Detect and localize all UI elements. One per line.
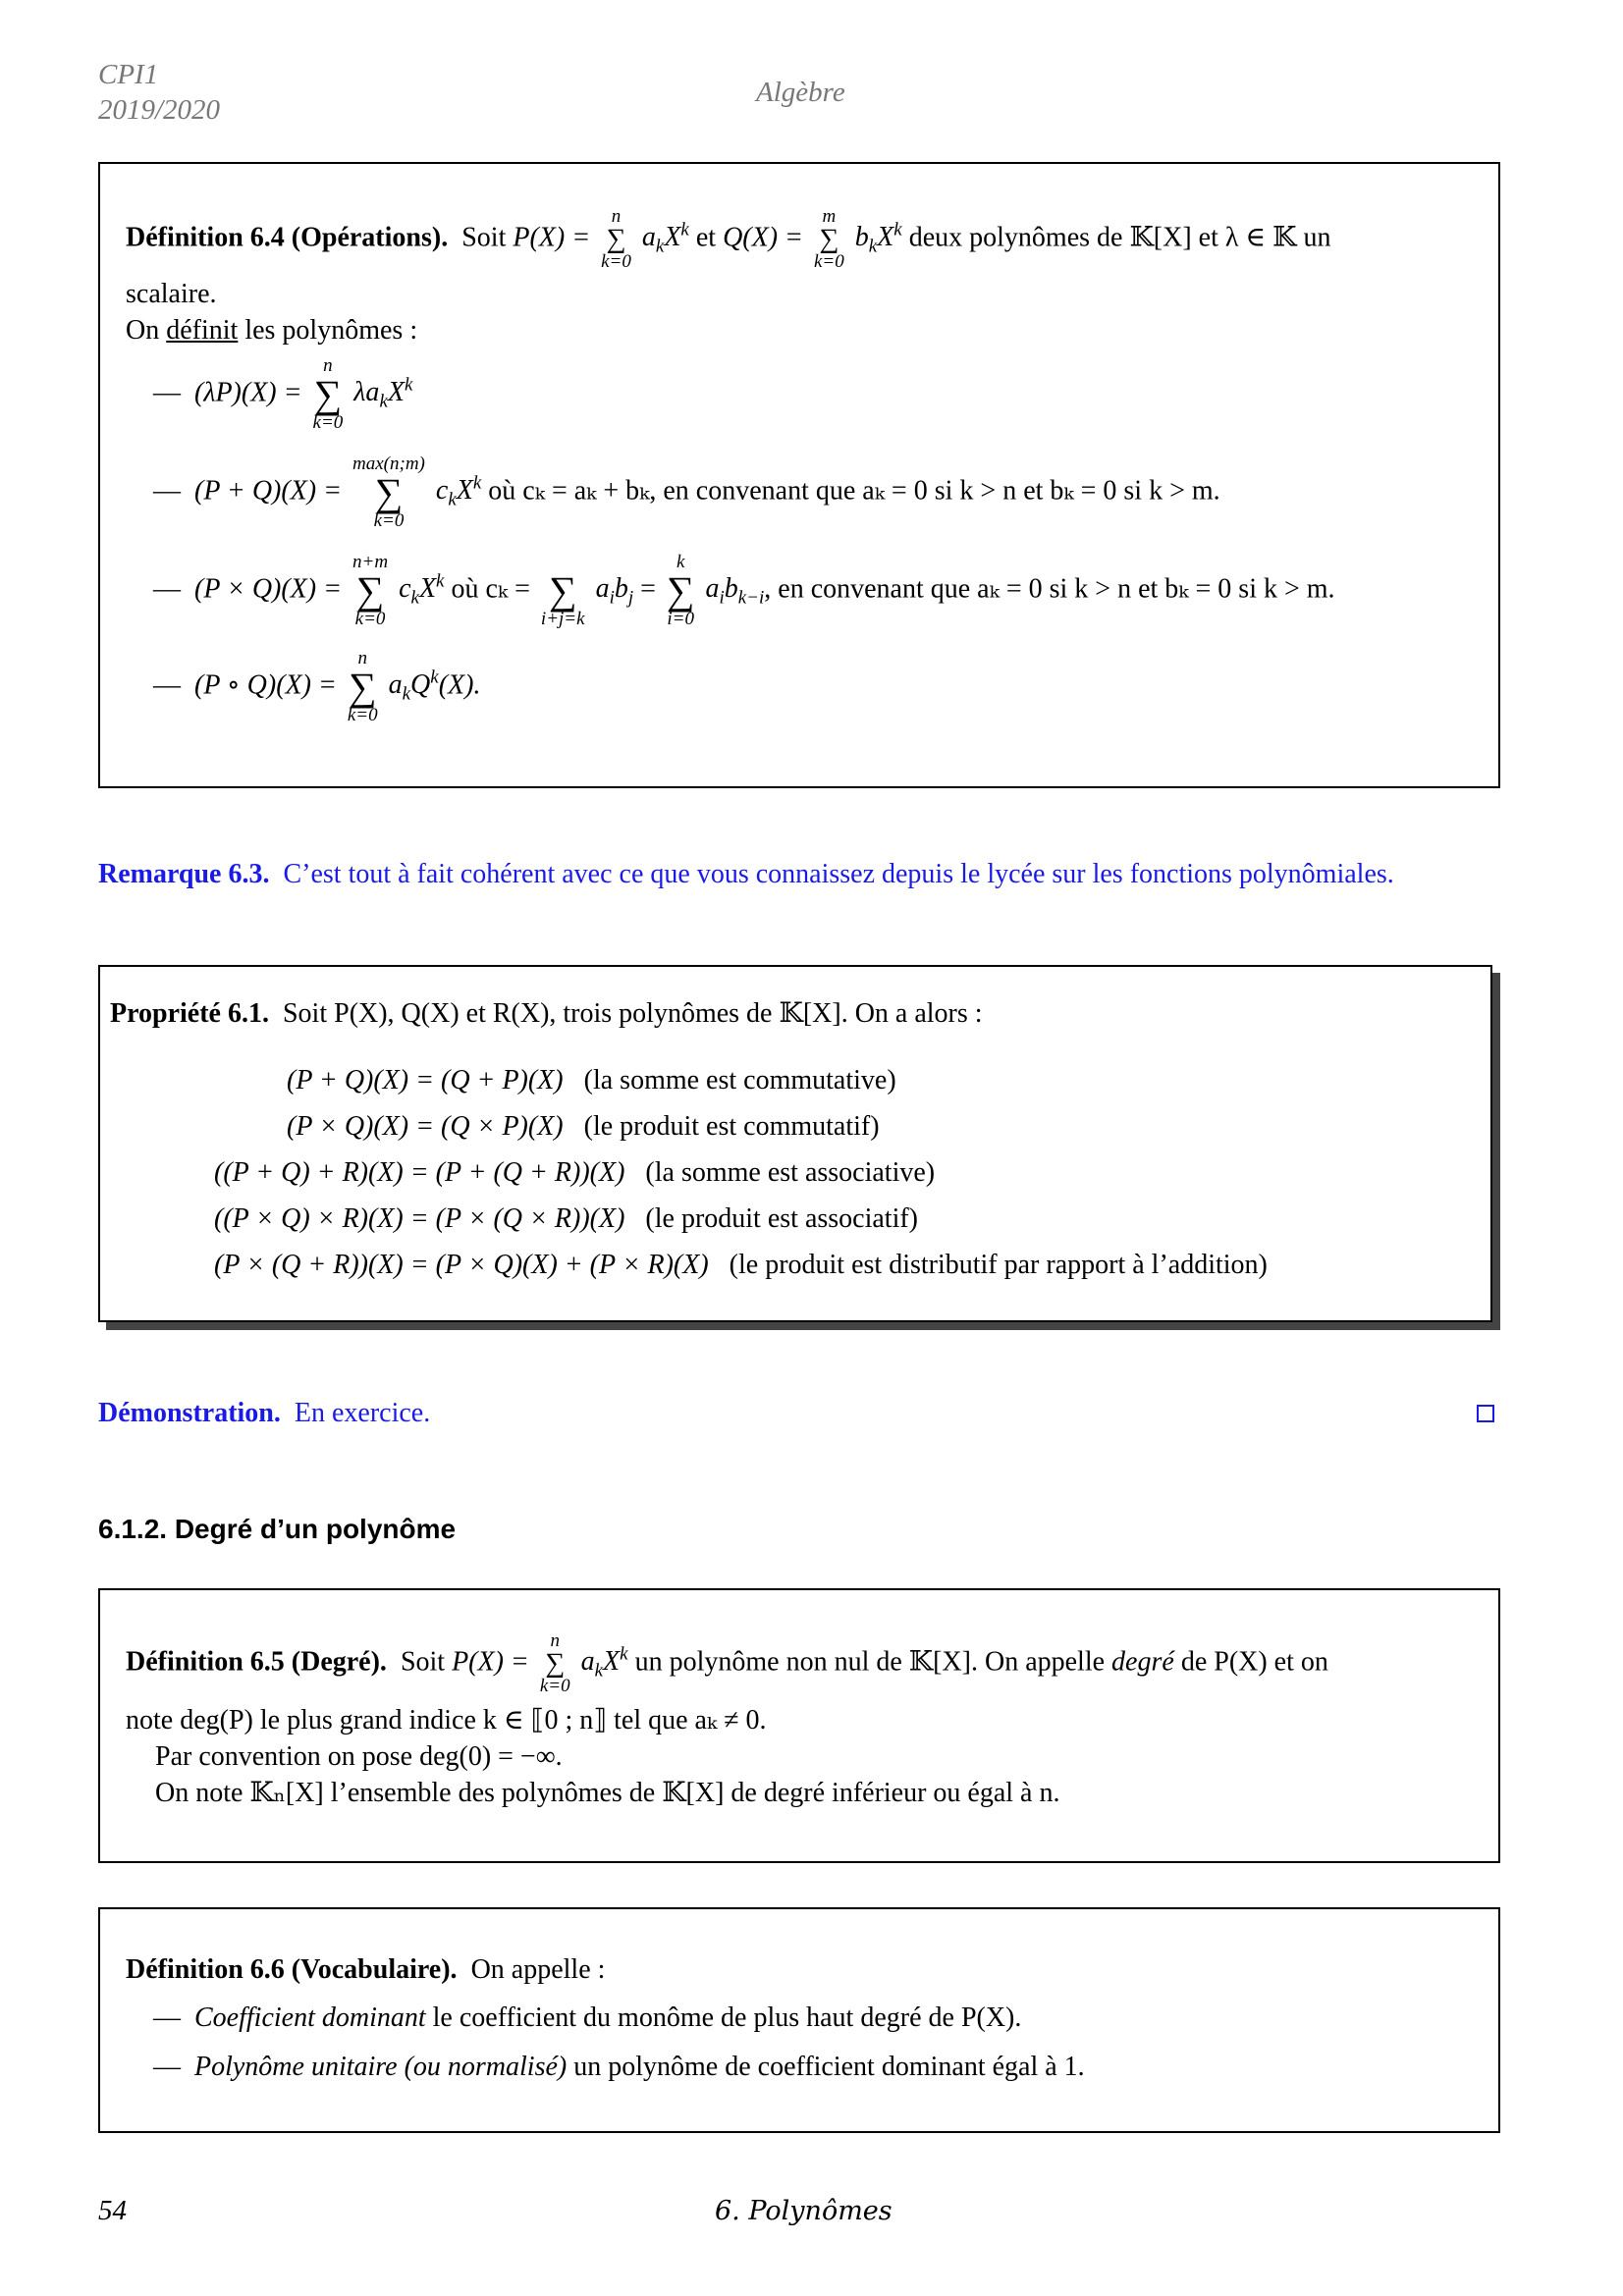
demo-title: Démonstration. [98,1398,281,1428]
def66-intro-line: Définition 6.6 (Vocabulaire). On appelle : [126,1954,606,1985]
definition-6-5-box [98,1588,1500,1863]
prop61-eq-1: (P + Q)(X) = (Q + P)(X) (la somme est commutative) [287,1065,896,1095]
definition-6-4-box [98,162,1500,788]
sum-symbol: n+m ∑ k=0 [352,552,389,629]
remarque-title: Remarque 6.3. [98,859,270,889]
def66-title: Définition 6.6 (Vocabulaire). [126,1954,458,1985]
def65-line2: note deg(P) le plus grand indice k ∈ ⟦0 ; n⟧ tel que aₖ ≠ 0. [126,1705,767,1735]
prop61-title: Propriété 6.1. [110,998,269,1029]
sum-symbol: n ∑ k=0 [347,648,378,725]
def64-item-4: — (P ∘ Q)(X) = n ∑ k=0 $a_kQ^k(X)$. [153,648,481,725]
prop61-eq-4: ((P × Q) × R)(X) = (P × (Q × R))(X) (le produit est associatif) [214,1203,919,1234]
footer-chapter: 6. Polynômes [715,2196,893,2226]
header-subject: Algèbre [756,77,845,108]
def64-title: Définition 6.4 (Opérations). [126,222,449,253]
sum-symbol: n ∑ k=0 [312,355,344,433]
def66-item-1: — Coefficient dominant le coefficient du monôme de plus haut degré de P(X). [153,2002,1022,2033]
def65-title: Définition 6.5 (Degré). [126,1646,387,1678]
sum-symbol: max(n;m) ∑ k=0 [352,454,425,531]
prop61-eq-3: ((P + Q) + R)(X) = (P + (Q + R))(X) (la somme est associative) [214,1157,936,1188]
def64-scalaire: scalaire. [126,279,217,309]
header-year: 2019/2020 [98,94,221,126]
prop61-intro: Soit P(X), Q(X) et R(X), trois polynômes de 𝕂[X]. On a alors : [282,998,983,1029]
def65-line3: Par convention on pose deg(0) = −∞. [155,1741,563,1772]
remarque-text: C’est tout à fait cohérent avec ce que vous connaissez depuis le lycée sur les fonctions polynômiales. [283,859,1394,889]
def66-item-2: — Polynôme unitaire (ou normalisé) un polynôme de coefficient dominant égal à 1. [153,2052,1085,2082]
demonstration [98,1396,430,1431]
header-course: CPI1 [98,59,159,90]
remarque-6-3 [98,857,1394,892]
def64-on-definit: On définit les polynômes : [126,315,418,346]
def64-line1: Définition 6.4 (Opérations). Soit P(X) = n ∑ k=0 $a_kX^k$ et Q(X) = m ∑ k=0 $b_kX^k$ deux polynômes de 𝕂[X] et λ ∈ 𝕂 un [126,206,1331,272]
sum-symbol: n ∑ k=0 [539,1630,570,1696]
demo-text: En exercice. [294,1398,431,1428]
qed-square-icon [1477,1405,1494,1422]
def64-item-3: — (P × Q)(X) = n+m ∑ k=0 $c_kX^k$ où cₖ = ∑ i+j=k $a_ib_j$ = k ∑ i=0 $a_ib_{k-i}$, en convenant que aₖ = 0 si k > n et bₖ = 0 si k > m. [153,552,1335,629]
def64-item-1: — (λP)(X) = n ∑ k=0 $\lambda a_kX^k$ [153,355,413,433]
sum-symbol: n ∑ k=0 [601,206,631,272]
sum-symbol: m ∑ k=0 [813,206,844,272]
sum-symbol: k ∑ i=0 [666,552,695,629]
prop61-eq-5: (P × (Q + R))(X) = (P × Q)(X) + (P × R)(X) (le produit est distributif par rapport à l’addition) [214,1250,1268,1280]
section-title: 6.1.2. Degré d’un polynôme [98,1514,457,1544]
propriete-6-1-box [98,965,1492,1322]
def64-item-2: — (P + Q)(X) = max(n;m) ∑ k=0 $c_kX^k$ où cₖ = aₖ + bₖ, en convenant que aₖ = 0 si k > n et bₖ = 0 si k > m. [153,454,1220,531]
def65-line1: Définition 6.5 (Degré). Soit P(X) = n ∑ k=0 $a_kX^k$ un polynôme non nul de 𝕂[X]. On appelle degré de P(X) et on [126,1630,1328,1696]
prop61-eq-2: (P × Q)(X) = (Q × P)(X) (le produit est commutatif) [287,1111,880,1142]
sum-symbol: ∑ i+j=k [540,568,585,629]
footer-page-number: 54 [98,2195,127,2226]
def65-line4: On note 𝕂ₙ[X] l’ensemble des polynômes de 𝕂[X] de degré inférieur ou égal à n. [155,1778,1060,1808]
definition-6-6-box [98,1907,1500,2133]
prop61-intro-line [110,996,983,1032]
